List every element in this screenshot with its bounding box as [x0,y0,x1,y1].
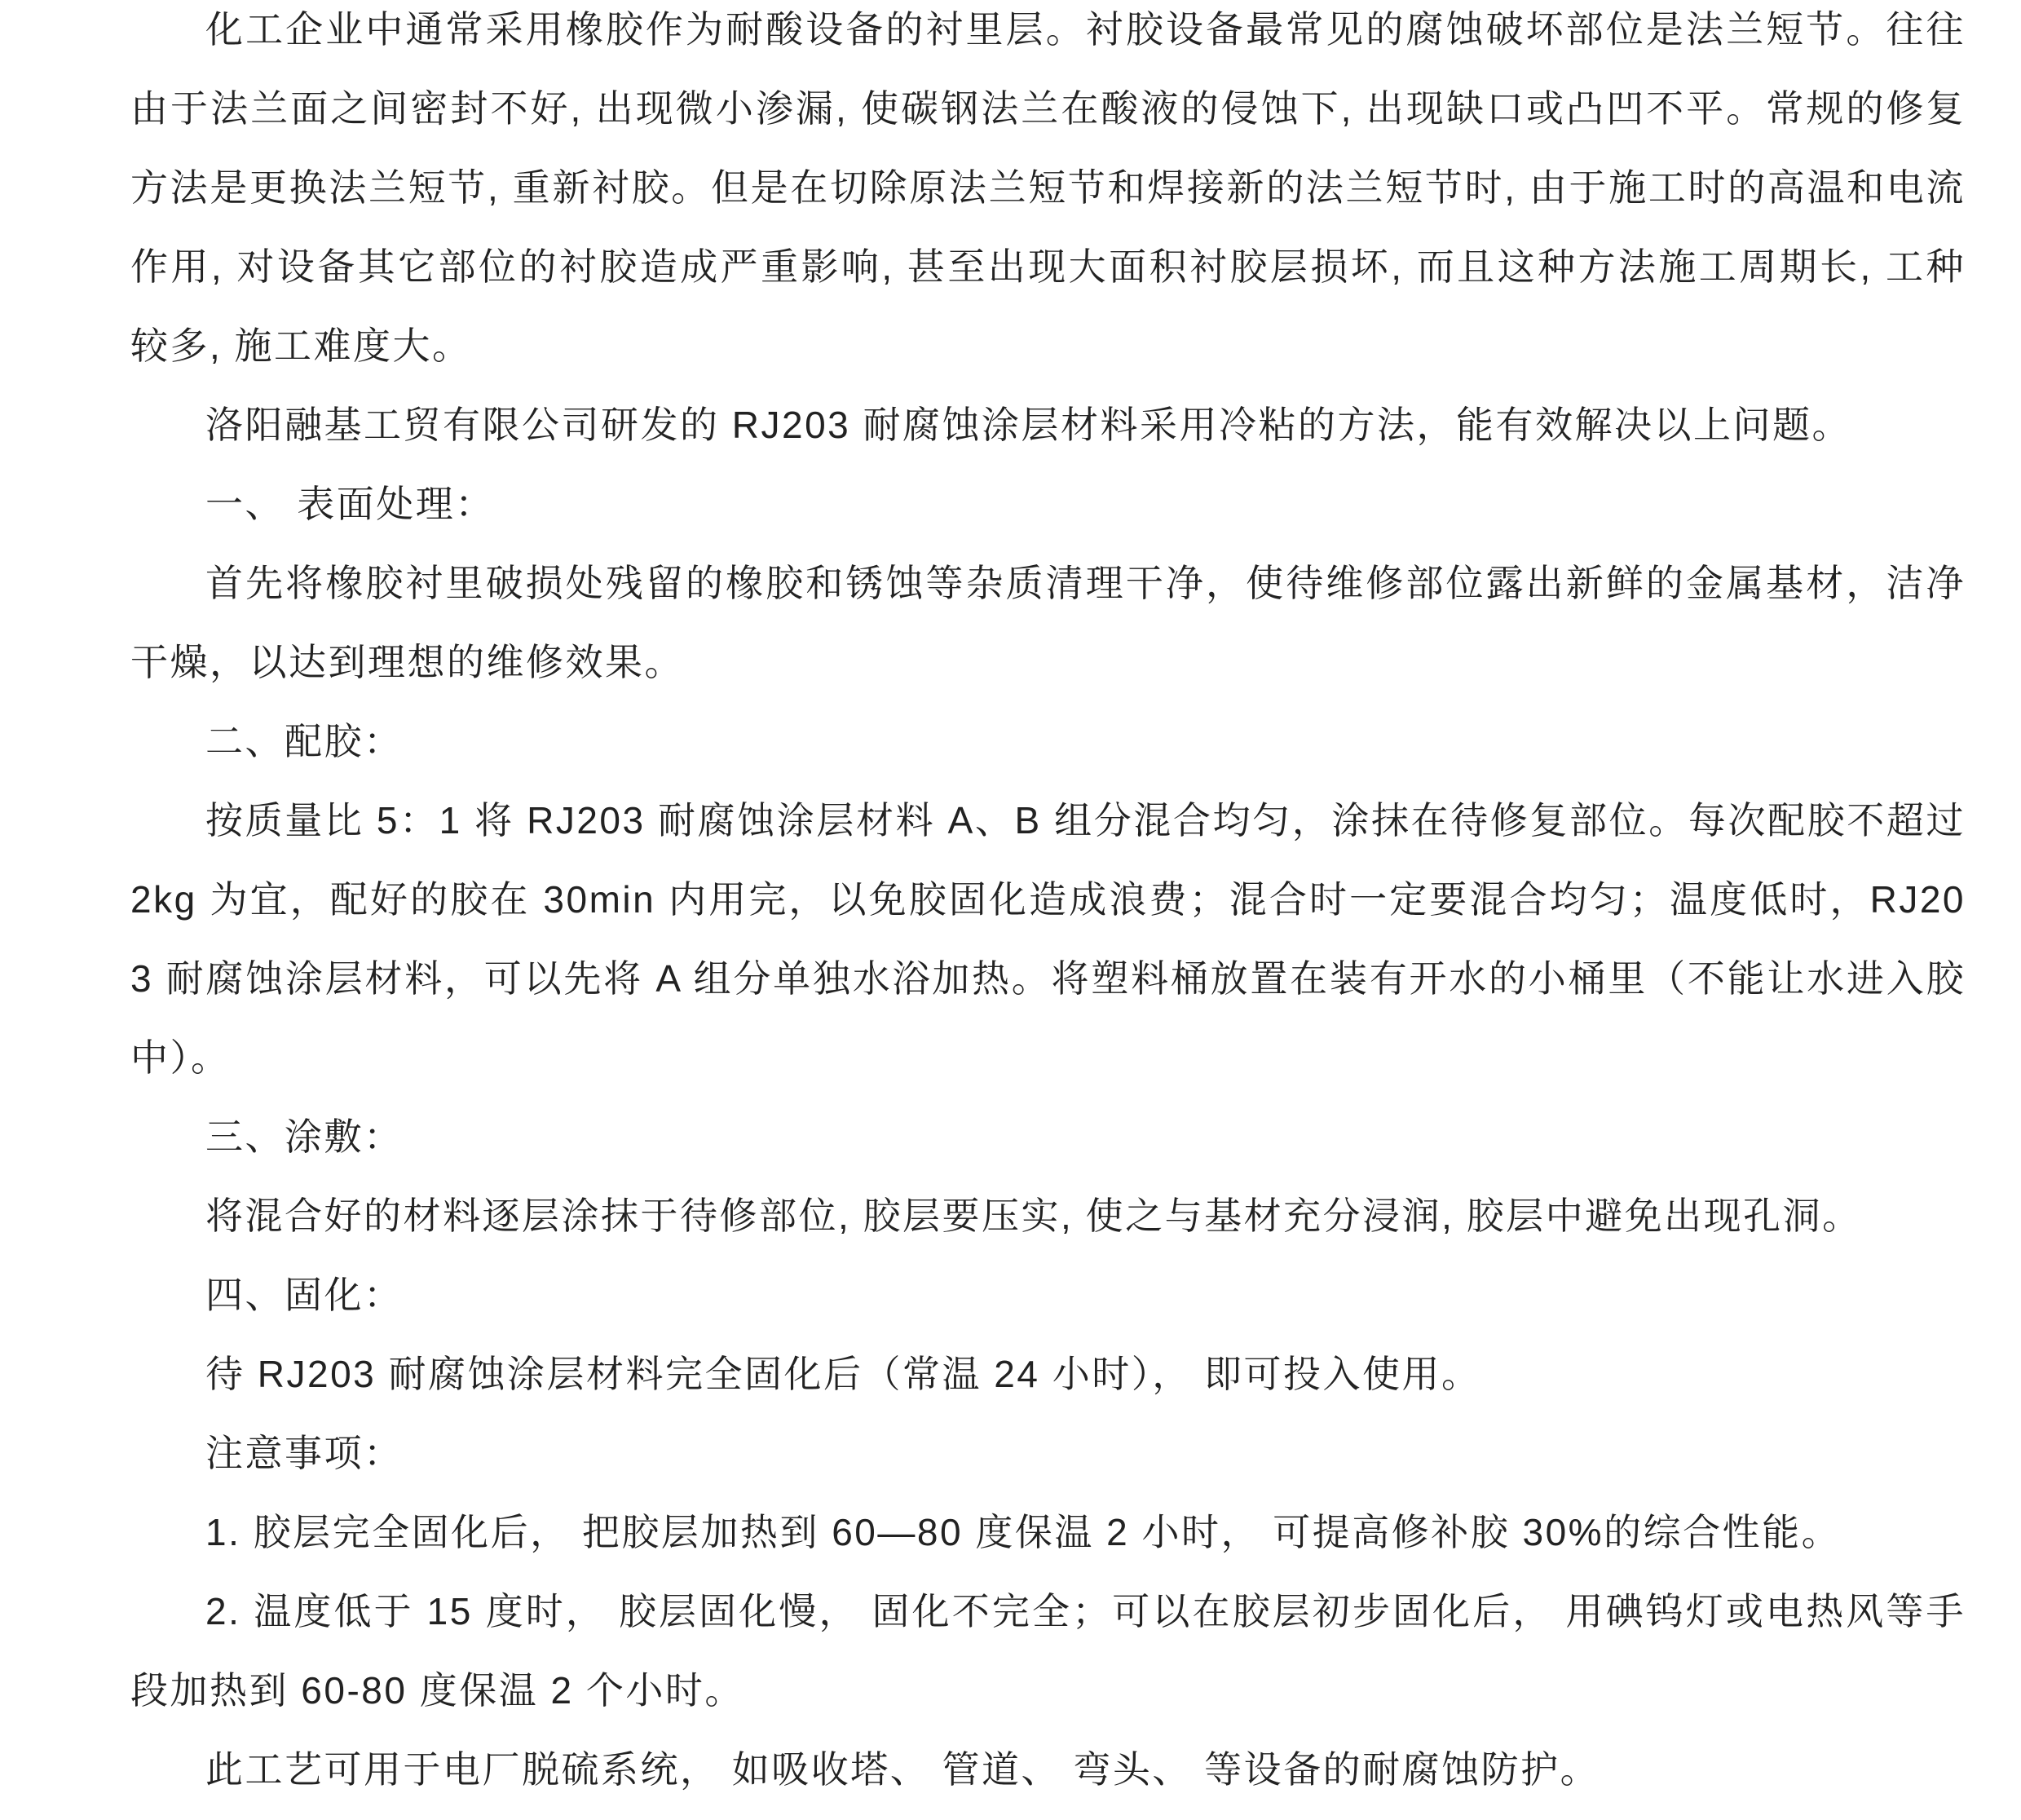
document-content [130,0,1966,1809]
section-heading: 三、涂敷： [205,1115,404,1158]
paragraph: 2. 温度低于 15 度时， 胶层固化慢， 固化不完全；可以在胶层初步固化后， 用碘钨灯或电热风等手段加热到 60-80 度保温 2 个小时。 [130,1590,1966,1712]
paragraph: 按质量比 5：1 将 RJ203 耐腐蚀涂层材料 A、B 组分混合均匀，涂抹在待修复部位。每次配胶不超过 2kg 为宜，配好的胶在 30min 内用完，以免胶固化造成浪费；混合时一定要混合均匀；温度低时，RJ203 耐腐蚀涂层材料，可以先将 A 组分单独水浴加热。将塑料桶放置在装有开水的小桶里（不能让水进入胶中）。 [130,799,1966,1079]
paragraph: 此工艺可用于电厂脱硫系统， 如吸收塔、 管道、 弯头、 等设备的耐腐蚀防护。 [205,1748,1600,1791]
section-heading: 二、配胶： [205,720,404,762]
section-heading: 四、固化： [205,1274,404,1316]
paragraph: 首先将橡胶衬里破损处残留的橡胶和锈蚀等杂质清理干净，使待维修部位露出新鲜的金属基材，洁净干燥，以达到理想的维修效果。 [130,562,1966,683]
paragraph: 将混合好的材料逐层涂抹于待修部位, 胶层要压实, 使之与基材充分浸润, 胶层中避免出现孔洞。 [205,1195,1862,1237]
paragraph: 化工企业中通常采用橡胶作为耐酸设备的衬里层。衬胶设备最常见的腐蚀破坏部位是法兰短节。往往由于法兰面之间密封不好, 出现微小渗漏, 使碳钢法兰在酸液的侵蚀下, 出现缺口或凸凹不平。常规的修复方法是更换法兰短节, 重新衬胶。但是在切除原法兰短节和焊接新的法兰短节时, 由于施工时的高温和电流作用, 对设备其它部位的衬胶造成严重影响, 甚至出现大面积衬胶层损坏, 而且这种方法施工周期长, 工种较多, 施工难度大。 [130,8,1966,367]
section-heading: 注意事项： [205,1432,404,1474]
paragraph: 待 RJ203 耐腐蚀涂层材料完全固化后（常温 24 小时）， 即可投入使用。 [205,1353,1481,1395]
paragraph: 1. 胶层完全固化后， 把胶层加热到 60—80 度保温 2 小时， 可提高修补胶 30%的综合性能。 [205,1511,1842,1553]
paragraph: 洛阳融基工贸有限公司研发的 RJ203 耐腐蚀涂层材料采用冷粘的方法，能有效解决以上问题。 [205,404,1852,446]
section-heading: 一、 表面处理： [205,483,495,525]
